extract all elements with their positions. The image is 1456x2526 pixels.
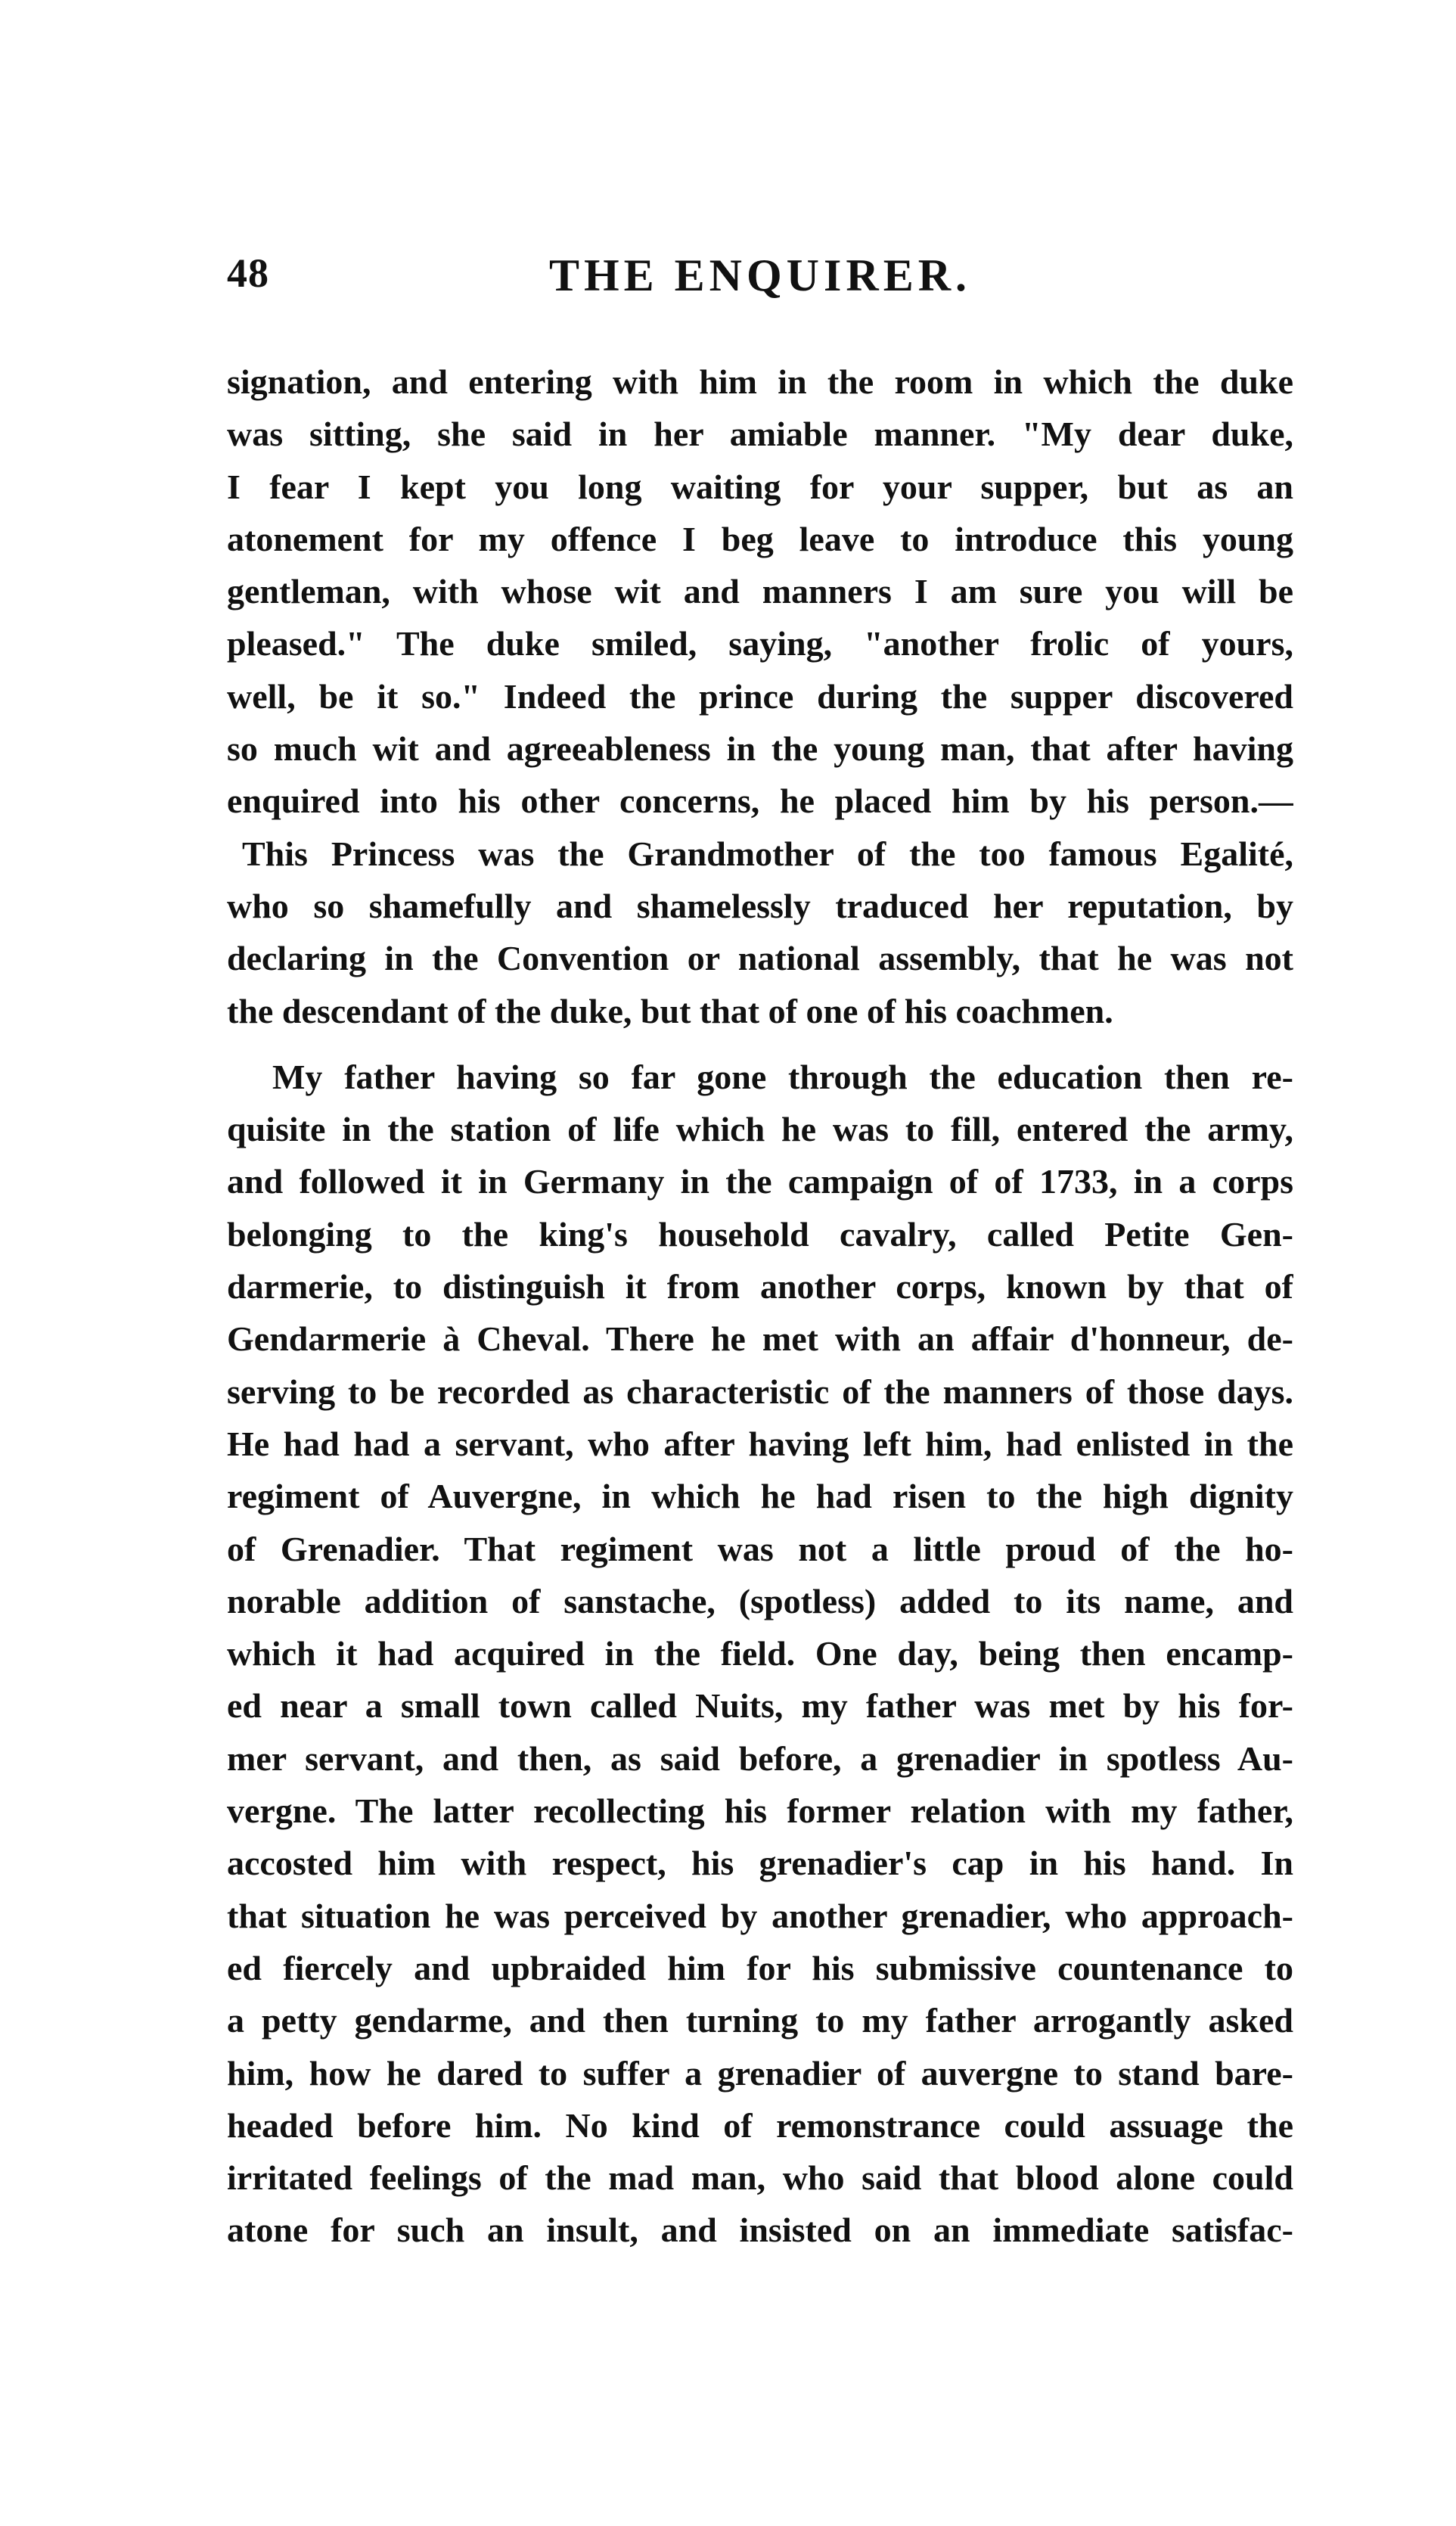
page-header — [227, 250, 1293, 310]
text-line: him, how he dared to suffer a grenadier of auvergne to stand bare- — [227, 2053, 1293, 2093]
text-line: well, be it so." Indeed the prince during the supper discovered — [227, 676, 1293, 716]
text-line: pleased." The duke smiled, saying, "another frolic of yours, — [227, 624, 1293, 663]
paragraph — [227, 1051, 1293, 2257]
text-line: darmerie, to distinguish it from another corps, known by that of — [227, 1267, 1293, 1306]
text-line: and followed it in Germany in the campaign of of 1733, in a corps — [227, 1162, 1293, 1201]
text-line: quisite in the station of life which he was to fill, entered the army, — [227, 1110, 1293, 1149]
text-line: mer servant, and then, as said before, a grenadier in spotless Au- — [227, 1738, 1293, 1778]
text-line: regiment of Auvergne, in which he had risen to the high dignity — [227, 1477, 1293, 1516]
text-line: the descendant of the duke, but that of one of his coachmen. — [227, 991, 1113, 1030]
text-line: I fear I kept you long waiting for your supper, but as an — [227, 467, 1293, 506]
text-line: that situation he was perceived by another grenadier, who approach- — [227, 1896, 1293, 1935]
text-line: norable addition of sanstache, (spotless) added to its name, and — [227, 1581, 1293, 1620]
text-line: of Grenadier. That regiment was not a little proud of the ho- — [227, 1529, 1293, 1568]
text-line: enquired into his other concerns, he placed him by his person.— — [227, 781, 1293, 821]
text-line: accosted him with respect, his grenadier's cap in his hand. In — [227, 1844, 1293, 1883]
text-line: He had had a servant, who after having left him, had enlisted in the — [227, 1424, 1293, 1463]
text-line: declaring in the Convention or national assembly, that he was not — [227, 939, 1293, 978]
text-line: atonement for my offence I beg leave to introduce this young — [227, 519, 1293, 558]
text-line: signation, and entering with him in the room in which the duke — [227, 362, 1293, 401]
text-line: My father having so far gone through the education then re- — [272, 1057, 1293, 1096]
text-line: gentleman, with whose wit and manners I am sure you will be — [227, 572, 1293, 611]
text-line: This Princess was the Grandmother of the too famous Egalité, — [242, 834, 1293, 873]
text-line: who so shamefully and shamelessly traduced her reputation, by — [227, 886, 1293, 925]
text-line: was sitting, she said in her amiable manner. "My dear duke, — [227, 415, 1293, 454]
text-line: atone for such an insult, and insisted on an immediate satisfac- — [227, 2211, 1293, 2250]
text-line: ed fiercely and upbraided him for his submissive countenance to — [227, 1948, 1293, 1987]
text-line: irritated feelings of the mad man, who said that blood alone could — [227, 2158, 1293, 2198]
page-number: 48 — [227, 250, 269, 296]
paragraph-continued — [227, 356, 1293, 1037]
body-text — [227, 356, 1293, 2257]
text-line: ed near a small town called Nuits, my father was met by his for- — [227, 1686, 1293, 1726]
text-line: headed before him. No kind of remonstrance could assuage the — [227, 2105, 1293, 2145]
text-line: which it had acquired in the field. One day, being then encamp- — [227, 1634, 1293, 1673]
text-line: vergne. The latter recollecting his former relation with my father, — [227, 1791, 1293, 1831]
running-title: THE ENQUIRER. — [548, 250, 972, 300]
text-line: Gendarmerie à Cheval. There he met with an affair d'honneur, de- — [227, 1319, 1293, 1359]
text-line: serving to be recorded as characteristic of the manners of those days. — [227, 1372, 1293, 1411]
text-line: a petty gendarme, and then turning to my father arrogantly asked — [227, 2001, 1293, 2040]
text-line: so much wit and agreeableness in the young man, that after having — [227, 729, 1293, 769]
text-line: belonging to the king's household cavalry, called Petite Gen- — [227, 1214, 1293, 1254]
